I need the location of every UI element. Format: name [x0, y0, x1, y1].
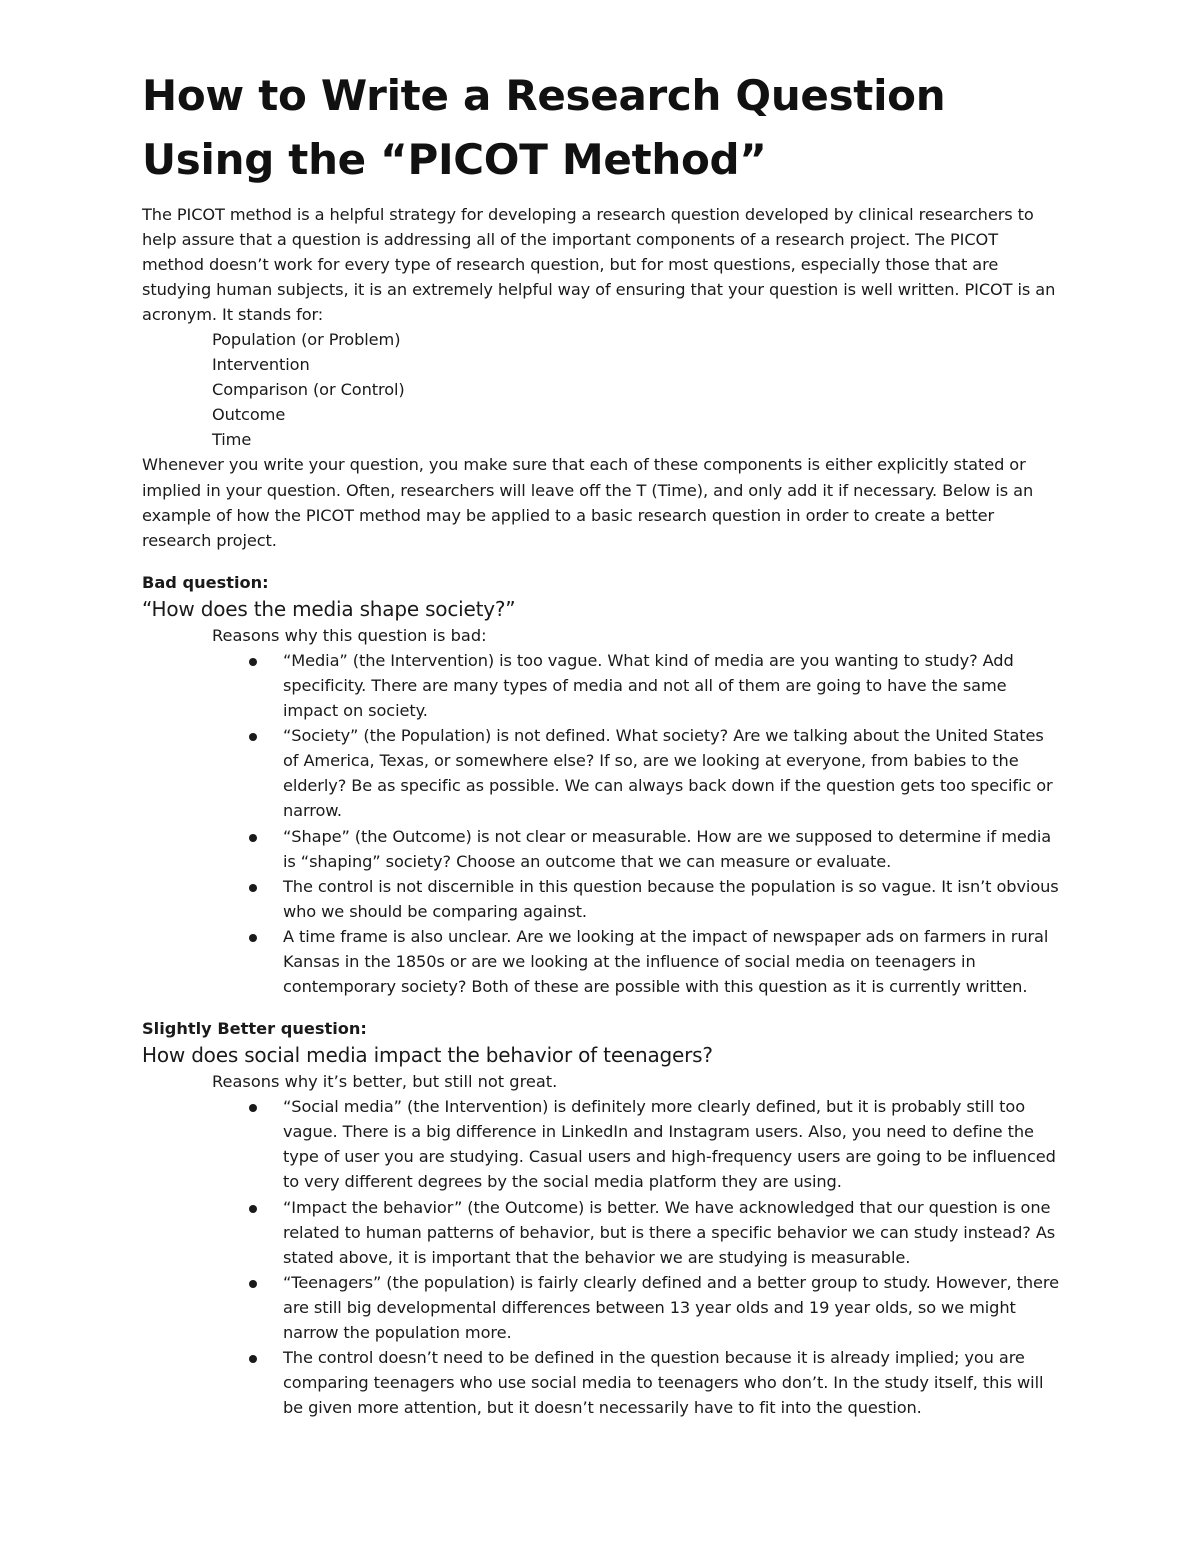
- acronym-item-intervention: Intervention: [212, 355, 310, 375]
- bullet-icon: [249, 1205, 257, 1213]
- bad-reasons-list: [142, 648, 1062, 999]
- bullet-icon: [249, 1355, 257, 1363]
- list-item: The control is not discernible in this question because the population is so vague. It isn’t obvious who we should be comparing against.: [283, 874, 1062, 924]
- bullet-icon: [249, 834, 257, 842]
- list-item: The control doesn’t need to be defined in the question because it is already implied; you are comparing teenagers who use social media to teenagers who don’t. In the study itself, this will be given more attention, but it doesn’t necessarily have to fit into the question.: [283, 1345, 1062, 1420]
- list-item: “Impact the behavior” (the Outcome) is better. We have acknowledged that our question is one related to human patterns of behavior, but is there a specific behavior we can study instead? As stated above, it is important that the behavior we are studying is measurable.: [283, 1195, 1062, 1270]
- list-item: “Teenagers” (the population) is fairly clearly defined and a better group to study. However, there are still big developmental differences between 13 year olds and 19 year olds, so we might narrow the population more.: [283, 1270, 1062, 1345]
- list-item: “Society” (the Population) is not defined. What society? Are we talking about the United States of America, Texas, or somewhere else? If so, are we looking at everyone, from babies to the elderly? Be as specific as possible. We can always back down if the question gets too specific or narrow.: [283, 723, 1062, 823]
- bad-question-label: Bad question:: [142, 572, 269, 592]
- better-reasons-list: [142, 1094, 1062, 1420]
- better-reasons-heading: Reasons why it’s better, but still not great.: [212, 1072, 558, 1092]
- bad-question-section: [142, 570, 1062, 999]
- bad-reasons-heading: Reasons why this question is bad:: [212, 625, 487, 645]
- intro-section: [142, 202, 1062, 553]
- bad-question-text: “How does the media shape society?”: [142, 596, 516, 621]
- bullet-icon: [249, 884, 257, 892]
- list-item: “Social media” (the Intervention) is definitely more clearly defined, but it is probably still too vague. There is a big difference in LinkedIn and Instagram users. Also, you need to define the type of user you are studying. Casual users and high-frequency users are going to be influenced to very different degrees by the social media platform they are using.: [283, 1094, 1062, 1194]
- bullet-icon: [249, 1280, 257, 1288]
- intro-paragraph: The PICOT method is a helpful strategy for developing a research question developed by clinical researchers to help assure that a question is addressing all of the important components of a research project. The PICOT method doesn’t work for every type of research question, but for most questions, especially those that are studying human subjects, it is an extremely helpful way of ensuring that your question is well written. PICOT is an acronym. It stands for:: [142, 205, 1056, 325]
- list-item: “Media” (the Intervention) is too vague. What kind of media are you wanting to study? Add specificity. There are many types of media and not all of them are going to have the same impact on society.: [283, 648, 1062, 723]
- better-question-label: Slightly Better question:: [142, 1019, 367, 1039]
- title-line-2: Using the “PICOT Method”: [142, 135, 767, 184]
- bullet-icon: [249, 733, 257, 741]
- document-title: [142, 64, 1062, 192]
- document-page: [142, 64, 1062, 1420]
- bullet-icon: [249, 934, 257, 942]
- acronym-item-outcome: Outcome: [212, 405, 286, 425]
- acronym-item-time: Time: [212, 430, 252, 450]
- followup-paragraph: Whenever you write your question, you make sure that each of these components is either explicitly stated or implied in your question. Often, researchers will leave off the T (Time), and only add it if necessary. Below is an example of how the PICOT method may be applied to a basic research question in order to create a better research project.: [142, 455, 1034, 550]
- better-question-section: [142, 1016, 1062, 1420]
- list-item: “Shape” (the Outcome) is not clear or measurable. How are we supposed to determine if media is “shaping” society? Choose an outcome that we can measure or evaluate.: [283, 824, 1062, 874]
- acronym-item-comparison: Comparison (or Control): [212, 380, 405, 400]
- better-question-text: How does social media impact the behavior of teenagers?: [142, 1043, 713, 1068]
- bullet-icon: [249, 658, 257, 666]
- acronym-item-population: Population (or Problem): [212, 330, 401, 350]
- list-item: A time frame is also unclear. Are we looking at the impact of newspaper ads on farmers in rural Kansas in the 1850s or are we looking at the influence of social media on teenagers in contemporary society? Both of these are possible with this question as it is currently written.: [283, 924, 1062, 999]
- bullet-icon: [249, 1104, 257, 1112]
- title-line-1: How to Write a Research Question: [142, 71, 946, 120]
- picot-acronym-list: [142, 327, 1062, 452]
